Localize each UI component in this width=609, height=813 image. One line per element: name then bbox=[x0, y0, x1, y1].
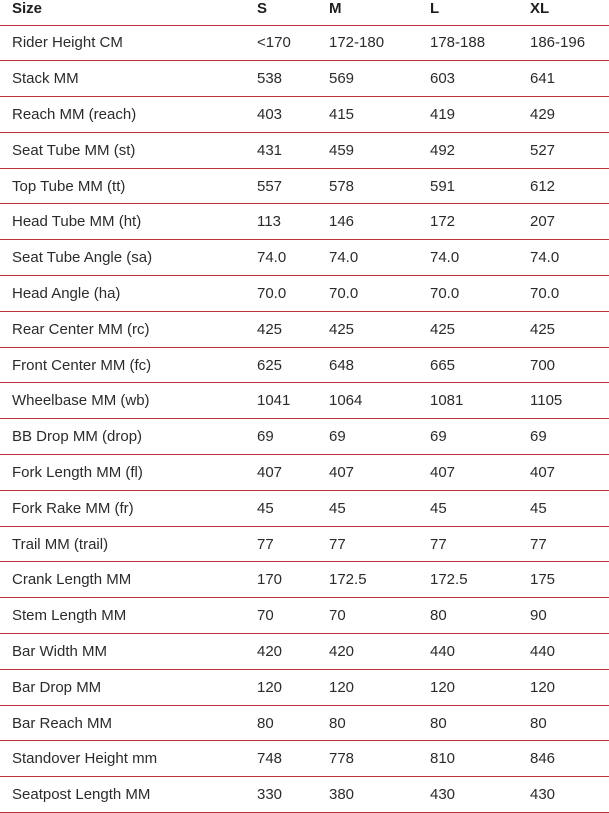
value-l: 430 bbox=[430, 777, 455, 812]
value-m: 74.0 bbox=[329, 240, 358, 275]
value-s: 431 bbox=[257, 133, 282, 168]
value-l: 1081 bbox=[430, 383, 463, 418]
value-s: 557 bbox=[257, 169, 282, 204]
value-l: 407 bbox=[430, 455, 455, 490]
header-l: L bbox=[430, 0, 439, 25]
value-xl: 80 bbox=[530, 706, 547, 741]
table-row bbox=[0, 61, 609, 97]
value-xl: 425 bbox=[530, 312, 555, 347]
row-label: Front Center MM (fc) bbox=[12, 348, 151, 383]
value-s: 120 bbox=[257, 670, 282, 705]
row-label: Fork Rake MM (fr) bbox=[12, 491, 134, 526]
value-l: 665 bbox=[430, 348, 455, 383]
value-xl: 70.0 bbox=[530, 276, 559, 311]
value-xl: 175 bbox=[530, 562, 555, 597]
value-l: 120 bbox=[430, 670, 455, 705]
value-s: 113 bbox=[257, 204, 281, 239]
table-row bbox=[0, 634, 609, 670]
value-m: 648 bbox=[329, 348, 354, 383]
value-s: 74.0 bbox=[257, 240, 286, 275]
value-s: 420 bbox=[257, 634, 282, 669]
value-s: 170 bbox=[257, 562, 282, 597]
value-s: 70.0 bbox=[257, 276, 286, 311]
value-s: 1041 bbox=[257, 383, 290, 418]
value-s: <170 bbox=[257, 26, 291, 61]
row-label: Bar Reach MM bbox=[12, 706, 112, 741]
row-label: Seat Tube Angle (sa) bbox=[12, 240, 152, 275]
value-s: 69 bbox=[257, 419, 274, 454]
value-m: 459 bbox=[329, 133, 354, 168]
value-m: 407 bbox=[329, 455, 354, 490]
value-xl: 90 bbox=[530, 598, 547, 633]
value-s: 538 bbox=[257, 61, 282, 96]
value-m: 77 bbox=[329, 527, 346, 562]
value-l: 80 bbox=[430, 598, 447, 633]
value-l: 440 bbox=[430, 634, 455, 669]
value-xl: 77 bbox=[530, 527, 547, 562]
table-row bbox=[0, 276, 609, 312]
value-xl: 440 bbox=[530, 634, 555, 669]
row-label: Rear Center MM (rc) bbox=[12, 312, 150, 347]
value-xl: 74.0 bbox=[530, 240, 559, 275]
header-m: M bbox=[329, 0, 342, 25]
table-row bbox=[0, 240, 609, 276]
header-s: S bbox=[257, 0, 267, 25]
row-label: Standover Height mm bbox=[12, 741, 157, 776]
table-row bbox=[0, 527, 609, 563]
row-label: Crank Length MM bbox=[12, 562, 131, 597]
value-s: 77 bbox=[257, 527, 274, 562]
table-row bbox=[0, 670, 609, 706]
row-label: Seat Tube MM (st) bbox=[12, 133, 135, 168]
table-row bbox=[0, 455, 609, 491]
value-l: 80 bbox=[430, 706, 447, 741]
value-m: 70.0 bbox=[329, 276, 358, 311]
table-row bbox=[0, 491, 609, 527]
row-label: Bar Drop MM bbox=[12, 670, 101, 705]
row-label: Reach MM (reach) bbox=[12, 97, 136, 132]
value-l: 178-188 bbox=[430, 26, 485, 61]
value-xl: 527 bbox=[530, 133, 555, 168]
value-m: 172-180 bbox=[329, 26, 384, 61]
value-s: 45 bbox=[257, 491, 274, 526]
row-label: Stack MM bbox=[12, 61, 79, 96]
value-xl: 207 bbox=[530, 204, 555, 239]
value-s: 80 bbox=[257, 706, 274, 741]
value-m: 380 bbox=[329, 777, 354, 812]
value-m: 120 bbox=[329, 670, 354, 705]
value-l: 419 bbox=[430, 97, 455, 132]
value-m: 778 bbox=[329, 741, 354, 776]
value-xl: 430 bbox=[530, 777, 555, 812]
value-l: 603 bbox=[430, 61, 455, 96]
value-m: 1064 bbox=[329, 383, 362, 418]
row-label: Rider Height CM bbox=[12, 26, 123, 61]
value-m: 569 bbox=[329, 61, 354, 96]
table-row bbox=[0, 169, 609, 205]
row-label: Head Tube MM (ht) bbox=[12, 204, 141, 239]
table-row bbox=[0, 419, 609, 455]
header-xl: XL bbox=[530, 0, 549, 25]
row-label: Seatpost Length MM bbox=[12, 777, 150, 812]
value-l: 591 bbox=[430, 169, 455, 204]
value-xl: 641 bbox=[530, 61, 555, 96]
value-s: 748 bbox=[257, 741, 282, 776]
value-l: 77 bbox=[430, 527, 447, 562]
value-xl: 120 bbox=[530, 670, 555, 705]
row-label: Stem Length MM bbox=[12, 598, 126, 633]
value-m: 80 bbox=[329, 706, 346, 741]
value-l: 172.5 bbox=[430, 562, 468, 597]
value-m: 146 bbox=[329, 204, 354, 239]
value-m: 45 bbox=[329, 491, 346, 526]
table-row bbox=[0, 204, 609, 240]
table-row bbox=[0, 26, 609, 62]
value-xl: 69 bbox=[530, 419, 547, 454]
table-row bbox=[0, 133, 609, 169]
row-label: Fork Length MM (fl) bbox=[12, 455, 143, 490]
value-xl: 846 bbox=[530, 741, 555, 776]
value-l: 74.0 bbox=[430, 240, 459, 275]
table-row bbox=[0, 706, 609, 742]
table-row bbox=[0, 741, 609, 777]
value-xl: 429 bbox=[530, 97, 555, 132]
value-l: 810 bbox=[430, 741, 455, 776]
value-l: 69 bbox=[430, 419, 447, 454]
row-label: Wheelbase MM (wb) bbox=[12, 383, 150, 418]
table-header-row bbox=[0, 0, 609, 26]
row-label: Trail MM (trail) bbox=[12, 527, 108, 562]
row-label: Head Angle (ha) bbox=[12, 276, 120, 311]
value-l: 492 bbox=[430, 133, 455, 168]
row-label: BB Drop MM (drop) bbox=[12, 419, 142, 454]
value-m: 425 bbox=[329, 312, 354, 347]
value-m: 415 bbox=[329, 97, 354, 132]
value-l: 425 bbox=[430, 312, 455, 347]
value-m: 578 bbox=[329, 169, 354, 204]
value-s: 330 bbox=[257, 777, 282, 812]
value-l: 70.0 bbox=[430, 276, 459, 311]
value-s: 70 bbox=[257, 598, 274, 633]
value-l: 172 bbox=[430, 204, 455, 239]
row-label: Top Tube MM (tt) bbox=[12, 169, 125, 204]
table-row bbox=[0, 97, 609, 133]
value-xl: 1105 bbox=[530, 383, 562, 418]
value-m: 172.5 bbox=[329, 562, 367, 597]
table-row bbox=[0, 562, 609, 598]
table-body bbox=[0, 26, 609, 813]
value-xl: 407 bbox=[530, 455, 555, 490]
value-l: 45 bbox=[430, 491, 447, 526]
table-row bbox=[0, 312, 609, 348]
value-m: 420 bbox=[329, 634, 354, 669]
value-xl: 612 bbox=[530, 169, 555, 204]
value-xl: 700 bbox=[530, 348, 555, 383]
table-row bbox=[0, 348, 609, 384]
row-label: Bar Width MM bbox=[12, 634, 107, 669]
value-s: 625 bbox=[257, 348, 282, 383]
table-row bbox=[0, 598, 609, 634]
value-s: 407 bbox=[257, 455, 282, 490]
table-row bbox=[0, 383, 609, 419]
value-xl: 45 bbox=[530, 491, 547, 526]
value-s: 403 bbox=[257, 97, 282, 132]
header-size: Size bbox=[12, 0, 42, 25]
value-m: 69 bbox=[329, 419, 346, 454]
table-row bbox=[0, 777, 609, 813]
value-m: 70 bbox=[329, 598, 346, 633]
value-s: 425 bbox=[257, 312, 282, 347]
value-xl: 186-196 bbox=[530, 26, 585, 61]
